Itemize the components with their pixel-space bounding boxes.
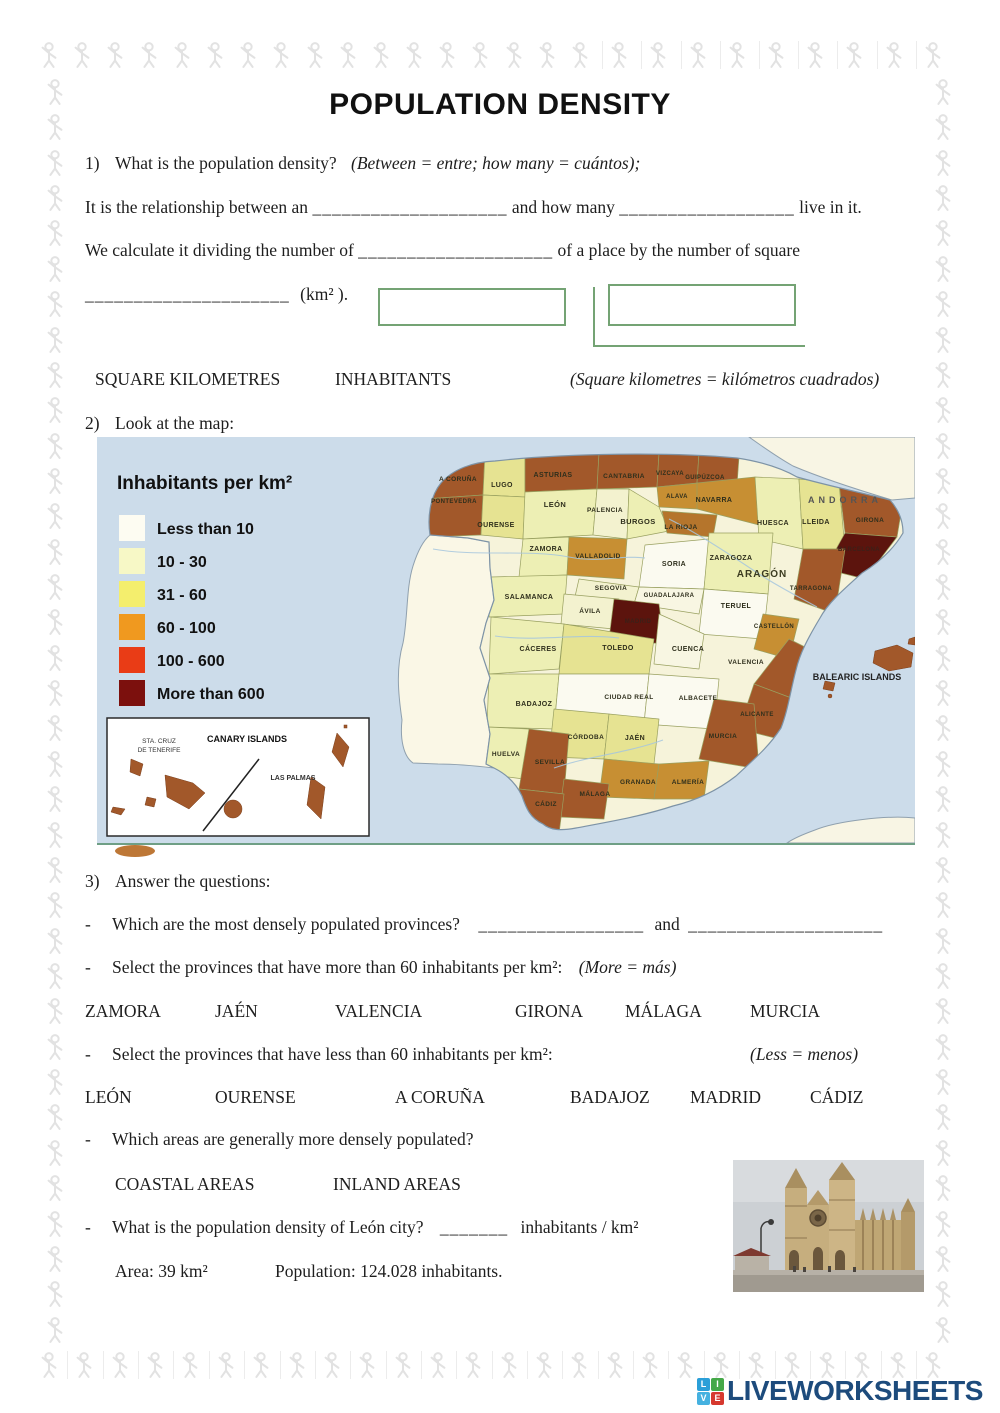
word-ourense[interactable]: OURENSE: [215, 1087, 296, 1107]
person-icon: [44, 714, 66, 742]
person-icon: [44, 891, 66, 919]
q3-b1-and: and: [654, 914, 680, 934]
map-portugal: [398, 535, 494, 768]
person-icon: [44, 750, 66, 778]
person-icon: [44, 785, 66, 813]
person-icon: [932, 467, 954, 495]
svg-text:LLEIDA: LLEIDA: [802, 519, 830, 526]
person-icon: [138, 41, 160, 69]
person-icon: [427, 1351, 449, 1379]
q1-blank-3[interactable]: ____________________: [358, 240, 554, 260]
answer-box-2[interactable]: [608, 284, 796, 326]
person-icon: [44, 927, 66, 955]
person-icon: [932, 149, 954, 177]
decorative-border-right: [928, 78, 958, 1344]
q1-line1-mid: and how many: [511, 197, 615, 217]
person-icon: [932, 219, 954, 247]
q1-km-note: (km² ).: [300, 284, 349, 304]
q1-line2-post: of a place by the number of square: [557, 240, 801, 260]
person-icon: [109, 1351, 131, 1379]
person-icon: [370, 41, 392, 69]
svg-text:ALBACETE: ALBACETE: [678, 695, 718, 702]
svg-text:ALMERÍA: ALMERÍA: [671, 779, 705, 786]
svg-text:31 - 60: 31 - 60: [157, 587, 207, 604]
person-icon: [647, 41, 669, 69]
person-icon: [932, 1139, 954, 1167]
word-leon[interactable]: LEÓN: [85, 1087, 132, 1107]
person-icon: [932, 361, 954, 389]
bullet-dash: -: [85, 1129, 91, 1149]
person-icon: [932, 1174, 954, 1202]
person-icon: [44, 1245, 66, 1273]
person-icon: [568, 1351, 590, 1379]
svg-text:JAÉN: JAÉN: [624, 735, 646, 742]
svg-text:MURCIA: MURCIA: [708, 733, 738, 740]
q3-b3-hint: (Less = menos): [750, 1044, 859, 1064]
person-icon: [932, 785, 954, 813]
word-cadiz[interactable]: CÁDIZ: [810, 1087, 864, 1107]
svg-text:HUESCA: HUESCA: [757, 520, 789, 527]
person-icon: [215, 1351, 237, 1379]
person-icon: [73, 1351, 95, 1379]
q1-line2: [85, 240, 915, 261]
q3-b1-blank2[interactable]: ____________________: [688, 914, 884, 934]
bullet-dash: -: [85, 1217, 91, 1237]
svg-text:ASTURIAS: ASTURIAS: [533, 472, 573, 479]
person-icon: [44, 1033, 66, 1061]
person-icon: [932, 573, 954, 601]
person-icon: [932, 856, 954, 884]
person-icon: [44, 1174, 66, 1202]
person-icon: [569, 41, 591, 69]
word-coastal-areas[interactable]: COASTAL AREAS: [115, 1174, 255, 1194]
svg-text:CASTELLÓN: CASTELLÓN: [753, 624, 795, 630]
person-icon: [44, 1210, 66, 1238]
person-icon: [932, 326, 954, 354]
svg-text:LUGO: LUGO: [491, 482, 513, 489]
person-icon: [436, 41, 458, 69]
svg-text:100 - 600: 100 - 600: [157, 653, 225, 670]
svg-text:HUELVA: HUELVA: [491, 751, 521, 758]
person-icon: [932, 255, 954, 283]
liveworksheets-logo[interactable]: [697, 1375, 983, 1407]
person-icon: [44, 149, 66, 177]
q2-number: 2): [85, 413, 100, 433]
svg-text:60 - 100: 60 - 100: [157, 620, 216, 637]
q1-blank-4[interactable]: _____________________: [85, 284, 290, 304]
svg-text:ZARAGOZA: ZARAGOZA: [709, 555, 753, 562]
person-icon: [462, 1351, 484, 1379]
logo-tile-l: L: [697, 1378, 710, 1391]
person-icon: [932, 962, 954, 990]
q1-line2-pre: We calculate it dividing the number of: [85, 240, 354, 260]
svg-text:GRANADA: GRANADA: [619, 779, 657, 786]
logo-tile-i: I: [711, 1378, 724, 1391]
person-icon: [44, 644, 66, 672]
svg-text:GUIPÚZCOA: GUIPÚZCOA: [685, 475, 725, 481]
person-icon: [932, 750, 954, 778]
person-icon: [674, 1351, 696, 1379]
svg-text:ALICANTE: ALICANTE: [740, 712, 774, 718]
person-icon: [932, 432, 954, 460]
q1-line1-pre: It is the relationship between an: [85, 197, 309, 217]
person-icon: [639, 1351, 661, 1379]
svg-text:CUENCA: CUENCA: [671, 646, 705, 653]
person-icon: [932, 608, 954, 636]
q3-b1-text: Which are the most densely populated provinces?: [112, 914, 460, 934]
person-icon: [687, 41, 709, 69]
svg-text:BARCELONA: BARCELONA: [838, 547, 880, 553]
person-icon: [44, 679, 66, 707]
liveworksheets-logo-text: LIVEWORKSHEETS: [727, 1375, 983, 1406]
person-icon: [932, 1280, 954, 1308]
question-1: [85, 153, 915, 174]
logo-tile-v: V: [697, 1392, 710, 1405]
person-icon: [44, 997, 66, 1025]
svg-text:SALAMANCA: SALAMANCA: [504, 594, 554, 601]
person-icon: [44, 1316, 66, 1344]
canary-label-tenerife: DE TENERIFE: [137, 747, 181, 754]
person-icon: [932, 714, 954, 742]
canary-label-stacruz: STA. CRUZ: [142, 738, 176, 745]
person-icon: [932, 997, 954, 1025]
person-icon: [356, 1351, 378, 1379]
person-icon: [932, 1210, 954, 1238]
person-icon: [536, 41, 558, 69]
person-icon: [44, 1139, 66, 1167]
person-icon: [44, 856, 66, 884]
svg-text:SEVILLA: SEVILLA: [534, 759, 566, 766]
person-icon: [932, 1316, 954, 1344]
svg-text:More than 600: More than 600: [157, 686, 265, 703]
logo-tile-e: E: [711, 1392, 724, 1405]
word-badajoz[interactable]: BADAJOZ: [570, 1087, 650, 1107]
svg-text:VIZCAYA: VIZCAYA: [655, 471, 685, 477]
svg-text:LEÓN: LEÓN: [543, 500, 567, 509]
svg-text:ÁVILA: ÁVILA: [579, 608, 601, 615]
svg-text:10 - 30: 10 - 30: [157, 554, 207, 571]
map-overflow-island-blob: [115, 845, 155, 857]
svg-text:PONTEVEDRA: PONTEVEDRA: [431, 499, 477, 505]
person-icon: [932, 1245, 954, 1273]
person-icon: [44, 219, 66, 247]
svg-text:VALENCIA: VALENCIA: [728, 659, 764, 666]
q3-bullet-1: [85, 914, 915, 935]
q3-b1-blank1[interactable]: _________________: [478, 914, 645, 934]
person-icon: [44, 608, 66, 636]
bullet-dash: -: [85, 914, 91, 934]
person-icon: [204, 41, 226, 69]
q1-blank-1[interactable]: ____________________: [312, 197, 508, 217]
person-icon: [604, 1351, 626, 1379]
person-icon: [44, 467, 66, 495]
person-icon: [44, 396, 66, 424]
bullet-dash: -: [85, 957, 91, 977]
word-inland-areas[interactable]: INLAND AREAS: [333, 1174, 461, 1194]
q3-b2-text: Select the provinces that have more than 60 inhabitants per km²:: [112, 957, 563, 977]
canary-inset: [107, 718, 369, 836]
q3-b2-hint: (More = más): [578, 957, 677, 977]
liveworksheets-logo-icon: [697, 1378, 724, 1405]
word-jaen[interactable]: JAÉN: [215, 1001, 258, 1021]
question-3: [85, 871, 915, 892]
q3-b3-text: Select the provinces that have less than 60 inhabitants per km²:: [112, 1044, 553, 1064]
person-icon: [44, 1280, 66, 1308]
svg-text:OURENSE: OURENSE: [477, 522, 515, 529]
q3-b4-text: Which areas are generally more densely populated?: [112, 1129, 474, 1149]
word-inhabitants[interactable]: INHABITANTS: [335, 369, 452, 389]
canary-title: CANARY ISLANDS: [206, 734, 288, 744]
word-girona[interactable]: GIRONA: [515, 1001, 584, 1021]
person-icon: [922, 41, 944, 69]
svg-text:BADAJOZ: BADAJOZ: [515, 701, 553, 708]
q1-blank-2[interactable]: __________________: [619, 197, 795, 217]
person-icon: [171, 41, 193, 69]
person-icon: [498, 1351, 520, 1379]
svg-text:TERUEL: TERUEL: [720, 603, 752, 610]
person-icon: [286, 1351, 308, 1379]
svg-text:ALAVA: ALAVA: [666, 494, 688, 500]
svg-text:CÁDIZ: CÁDIZ: [535, 801, 557, 808]
svg-text:BURGOS: BURGOS: [620, 517, 656, 526]
person-icon: [38, 41, 60, 69]
decorative-border-left: [40, 78, 70, 1344]
person-icon: [804, 41, 826, 69]
person-icon: [843, 41, 865, 69]
svg-text:CÓRDOBA: CÓRDOBA: [567, 734, 605, 741]
person-icon: [144, 1351, 166, 1379]
person-icon: [932, 502, 954, 530]
person-icon: [44, 538, 66, 566]
svg-text:A CORUÑA: A CORUÑA: [439, 476, 477, 483]
person-icon: [44, 1068, 66, 1096]
person-icon: [304, 41, 326, 69]
person-icon: [932, 891, 954, 919]
person-icon: [533, 1351, 555, 1379]
svg-text:CÁCERES: CÁCERES: [519, 646, 557, 653]
person-icon: [932, 184, 954, 212]
svg-text:NAVARRA: NAVARRA: [695, 497, 733, 504]
person-icon: [932, 290, 954, 318]
svg-text:MÁLAGA: MÁLAGA: [579, 791, 611, 798]
person-icon: [932, 927, 954, 955]
word-square-kilometres[interactable]: SQUARE KILOMETRES: [95, 369, 281, 389]
person-icon: [44, 326, 66, 354]
svg-text:MADRID: MADRID: [624, 619, 652, 625]
person-icon: [726, 41, 748, 69]
svg-text:LA RIOJA: LA RIOJA: [664, 524, 698, 531]
q3-text: Answer the questions:: [115, 871, 271, 891]
page-title: POPULATION DENSITY: [329, 88, 671, 121]
balearic-label: BALEARIC ISLANDS: [812, 672, 902, 682]
svg-text:VALLADOLID: VALLADOLID: [575, 553, 621, 560]
person-icon: [932, 679, 954, 707]
person-icon: [932, 644, 954, 672]
q3-b5-blank[interactable]: _______: [439, 1217, 509, 1237]
person-icon: [932, 1033, 954, 1061]
svg-text:TOLEDO: TOLEDO: [602, 645, 634, 652]
q1-number: 1): [85, 153, 100, 173]
person-icon: [44, 502, 66, 530]
q3-b5-post: inhabitants / km²: [520, 1217, 639, 1237]
person-icon: [503, 41, 525, 69]
leon-cathedral-image: [733, 1160, 924, 1292]
person-icon: [403, 41, 425, 69]
word-madrid[interactable]: MADRID: [690, 1087, 761, 1107]
svg-text:GUADALAJARA: GUADALAJARA: [643, 593, 695, 599]
legend-title: Inhabitants per km²: [117, 473, 293, 494]
q3-bullet-2: [85, 957, 915, 978]
word-murcia[interactable]: MURCIA: [750, 1001, 821, 1021]
bullet-dash: -: [85, 1044, 91, 1064]
person-icon: [44, 361, 66, 389]
leon-area-fact: Area: 39 km²: [115, 1261, 208, 1281]
aragon-label: ARAGÓN: [736, 569, 788, 580]
person-icon: [250, 1351, 272, 1379]
person-icon: [337, 41, 359, 69]
q3-number: 3): [85, 871, 100, 891]
word-valencia[interactable]: VALENCIA: [335, 1001, 423, 1021]
person-icon: [179, 1351, 201, 1379]
person-icon: [44, 821, 66, 849]
andorra-label: ANDORRA: [808, 495, 882, 505]
person-icon: [932, 1068, 954, 1096]
question-2: [85, 413, 915, 434]
answer-box-1[interactable]: [378, 288, 566, 326]
svg-text:SEGOVIA: SEGOVIA: [594, 585, 628, 592]
word-zamora[interactable]: ZAMORA: [85, 1001, 161, 1021]
svg-text:CANTABRIA: CANTABRIA: [603, 473, 645, 480]
q3-bullet-4: [85, 1129, 915, 1150]
person-icon: [932, 821, 954, 849]
person-icon: [44, 184, 66, 212]
svg-text:CIUDAD REAL: CIUDAD REAL: [604, 694, 654, 701]
person-icon: [932, 1103, 954, 1131]
person-icon: [270, 41, 292, 69]
svg-text:PALENCIA: PALENCIA: [587, 507, 623, 514]
person-icon: [932, 396, 954, 424]
svg-text:ZAMORA: ZAMORA: [529, 546, 563, 553]
q2-text: Look at the map:: [115, 413, 235, 433]
person-icon: [44, 432, 66, 460]
q1-hint: (Between = entre; how many = cuántos);: [351, 153, 641, 173]
canary-label-laspalmas: LAS PALMAS: [270, 775, 316, 782]
person-icon: [44, 962, 66, 990]
q1-line1: [85, 197, 915, 218]
person-icon: [321, 1351, 343, 1379]
person-icon: [883, 41, 905, 69]
person-icon: [469, 41, 491, 69]
word-malaga[interactable]: MÁLAGA: [625, 1001, 702, 1021]
q3-bullet-3: [85, 1044, 915, 1065]
q1-text: What is the population density?: [115, 153, 337, 173]
person-icon: [392, 1351, 414, 1379]
leon-population-fact: Population: 124.028 inhabitants.: [275, 1261, 503, 1281]
person-icon: [765, 41, 787, 69]
q1-translation: (Square kilometres = kilómetros cuadrados): [570, 369, 880, 389]
person-icon: [237, 41, 259, 69]
person-icon: [932, 538, 954, 566]
svg-text:SORIA: SORIA: [661, 561, 687, 568]
person-icon: [44, 1103, 66, 1131]
decorative-border-top: [38, 38, 944, 72]
person-icon: [44, 290, 66, 318]
spain-density-map: [97, 437, 915, 845]
person-icon: [38, 1351, 60, 1379]
svg-text:Less than 10: Less than 10: [157, 521, 254, 538]
q3-b5-text: What is the population density of León city?: [112, 1217, 424, 1237]
person-icon: [44, 255, 66, 283]
svg-text:GIRONA: GIRONA: [855, 517, 885, 524]
svg-text:TARRAGONA: TARRAGONA: [789, 586, 833, 592]
word-acoruna[interactable]: A CORUÑA: [395, 1087, 485, 1107]
q1-line1-post: live in it.: [799, 197, 862, 217]
person-icon: [44, 573, 66, 601]
person-icon: [608, 41, 630, 69]
person-icon: [104, 41, 126, 69]
person-icon: [71, 41, 93, 69]
